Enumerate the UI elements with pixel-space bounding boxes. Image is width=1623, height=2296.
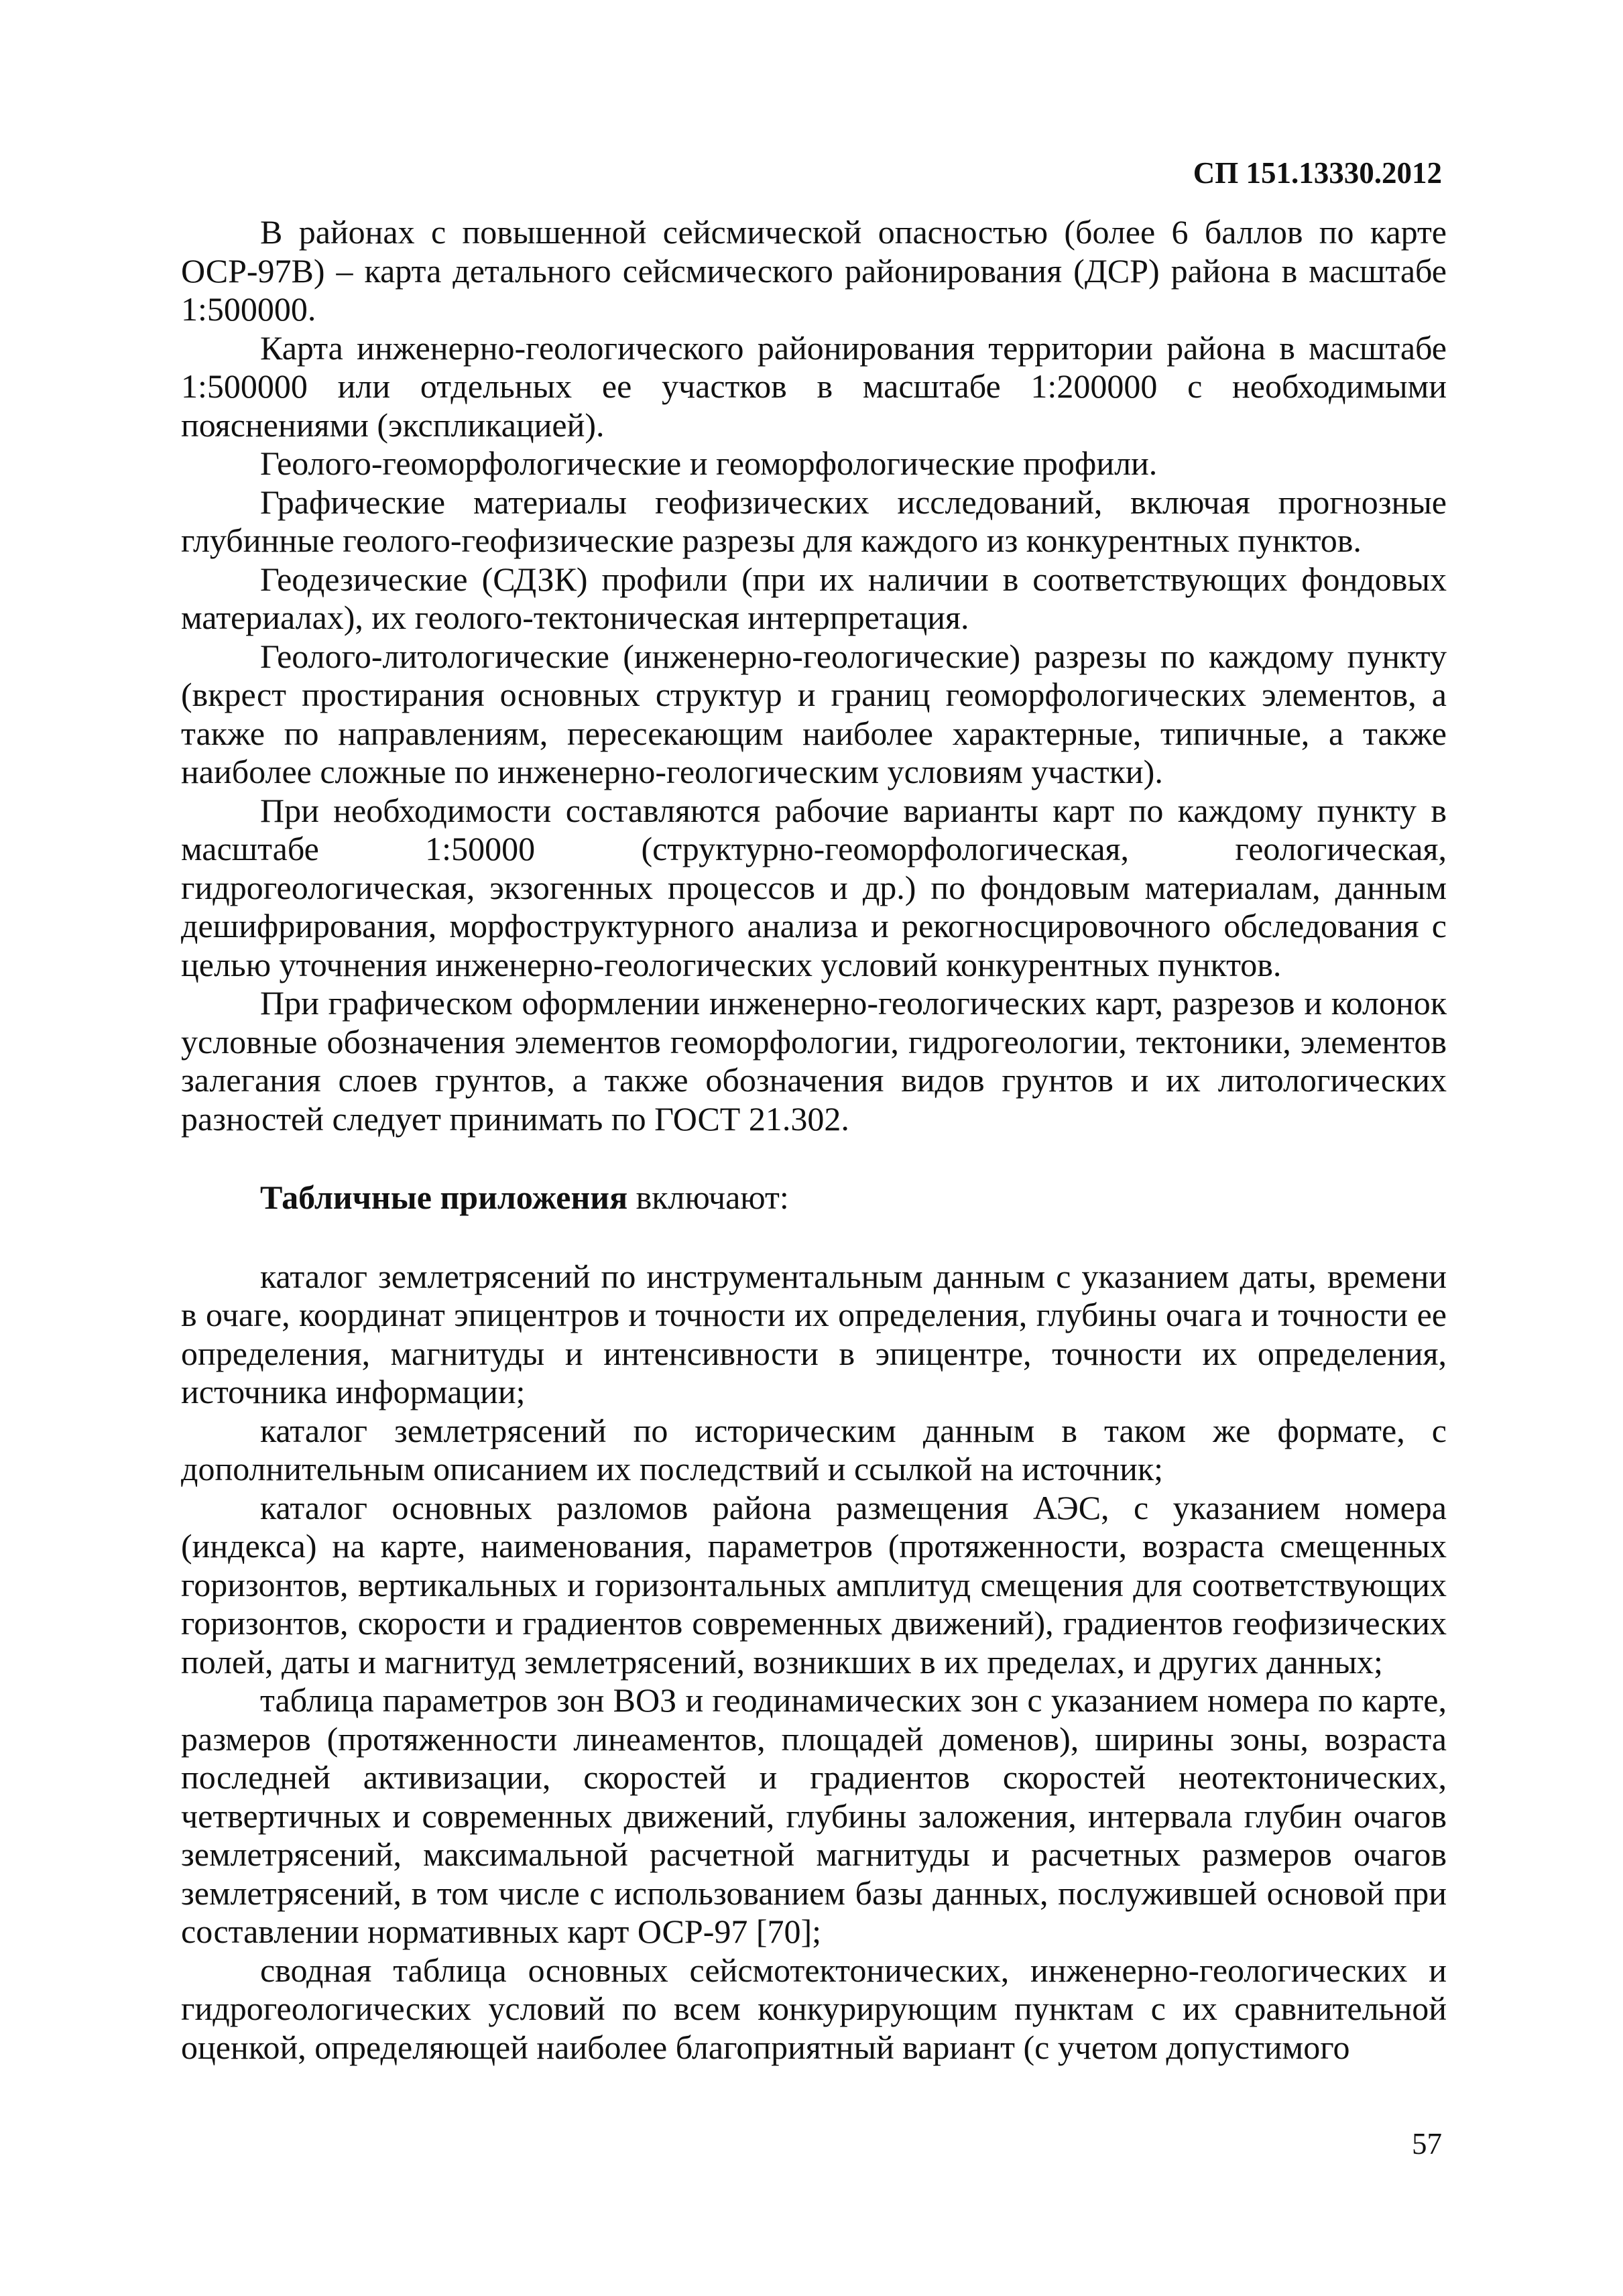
list-paragraph: каталог землетрясений по инструментальным данным с указанием даты, времени в очаге, координат эпицентров и точности их определения, глубины очага и точности ее определения, магнитуды и интенсивности в эпицентре, точности их определения, источника информации; <box>181 1257 1447 1410</box>
list-paragraph: таблица параметров зон ВОЗ и геодинамических зон с указанием номера по карте, размеров (протяженности линеаментов, площадей доменов), ширины зоны, возраста последней активизации, скоростей и градиентов скоростей неотектонических, четвертичных и современных движений, глубины заложения, интервала глубин очагов землетрясений, максимальной расчетной магнитуды и расчетных размеров очагов землетрясений, в том числе с использованием базы данных, послужившей основой при составлении нормативных карт ОСР-97 [70]; <box>181 1681 1447 1950</box>
section-heading-rest: включают: <box>627 1179 789 1216</box>
document-code-header: СП 151.13330.2012 <box>1193 156 1442 190</box>
paragraph: В районах с повышенной сейсмической опасностью (более 6 баллов по карте ОСР-97В) – карта детального сейсмического районирования (ДСР) района в масштабе 1:500000. <box>181 213 1447 328</box>
section-heading <box>181 1179 1447 1217</box>
paragraph: Карта инженерно-геологического районирования территории района в масштабе 1:500000 или отдельных ее участков в масштабе 1:200000 с необходимыми пояснениями (экспликацией). <box>181 328 1447 444</box>
paragraph: Графические материалы геофизических исследований, включая прогнозные глубинные геолого-геофизические разрезы для каждого из конкурентных пунктов. <box>181 483 1447 559</box>
list-paragraph: каталог основных разломов района размещения АЭС, с указанием номера (индекса) на карте, наименования, параметров (протяженности, возраста смещенных горизонтов, вертикальных и горизонтальных амплитуд смещения для соответствующих горизонтов, скорости и градиентов современных движений), градиентов геофизических полей, даты и магнитуд землетрясений, возникших в их пределах, и других данных; <box>181 1488 1447 1681</box>
paragraph: Геодезические (СДЗК) профили (при их наличии в соответствующих фондовых материалах), их геолого-тектоническая интерпретация. <box>181 560 1447 636</box>
paragraph: При графическом оформлении инженерно-геологических карт, разрезов и колонок условные обозначения элементов геоморфологии, гидрогеологии, тектоники, элементов залегания слоев грунтов, а также обозначения видов грунтов и их литологических разностей следует принимать по ГОСТ 21.302. <box>181 984 1447 1138</box>
paragraph: При необходимости составляются рабочие варианты карт по каждому пункту в масштабе 1:50000 (структурно-геоморфологическая, геологическая, гидрогеологическая, экзогенных процессов и др.) по фондовым материалам, данным дешифрирования, морфоструктурного анализа и рекогносцировочного обследования с целью уточнения инженерно-геологических условий конкурентных пунктов. <box>181 791 1447 983</box>
document-body <box>181 213 1447 2067</box>
paragraph: Геолого-литологические (инженерно-геологические) разрезы по каждому пункту (вкрест простирания основных структур и границ геоморфологических элементов, а также по направлениям, пересекающим наиболее характерные, типичные, а также наиболее сложные по инженерно-геологическим условиям участки). <box>181 637 1447 790</box>
list-paragraph: каталог землетрясений по историческим данным в таком же формате, с дополнительным описанием их последствий и ссылкой на источник; <box>181 1411 1447 1488</box>
paragraph: Геолого-геоморфологические и геоморфологические профили. <box>260 444 1158 482</box>
section-heading-bold: Табличные приложения <box>260 1179 628 1216</box>
list-paragraph: сводная таблица основных сейсмотектонических, инженерно-геологических и гидрогеологических условий по всем конкурирующим пунктам с их сравнительной оценкой, определяющей наиболее благоприятный вариант (с учетом допустимого <box>181 1951 1447 2066</box>
page-number: 57 <box>1412 2127 1442 2161</box>
